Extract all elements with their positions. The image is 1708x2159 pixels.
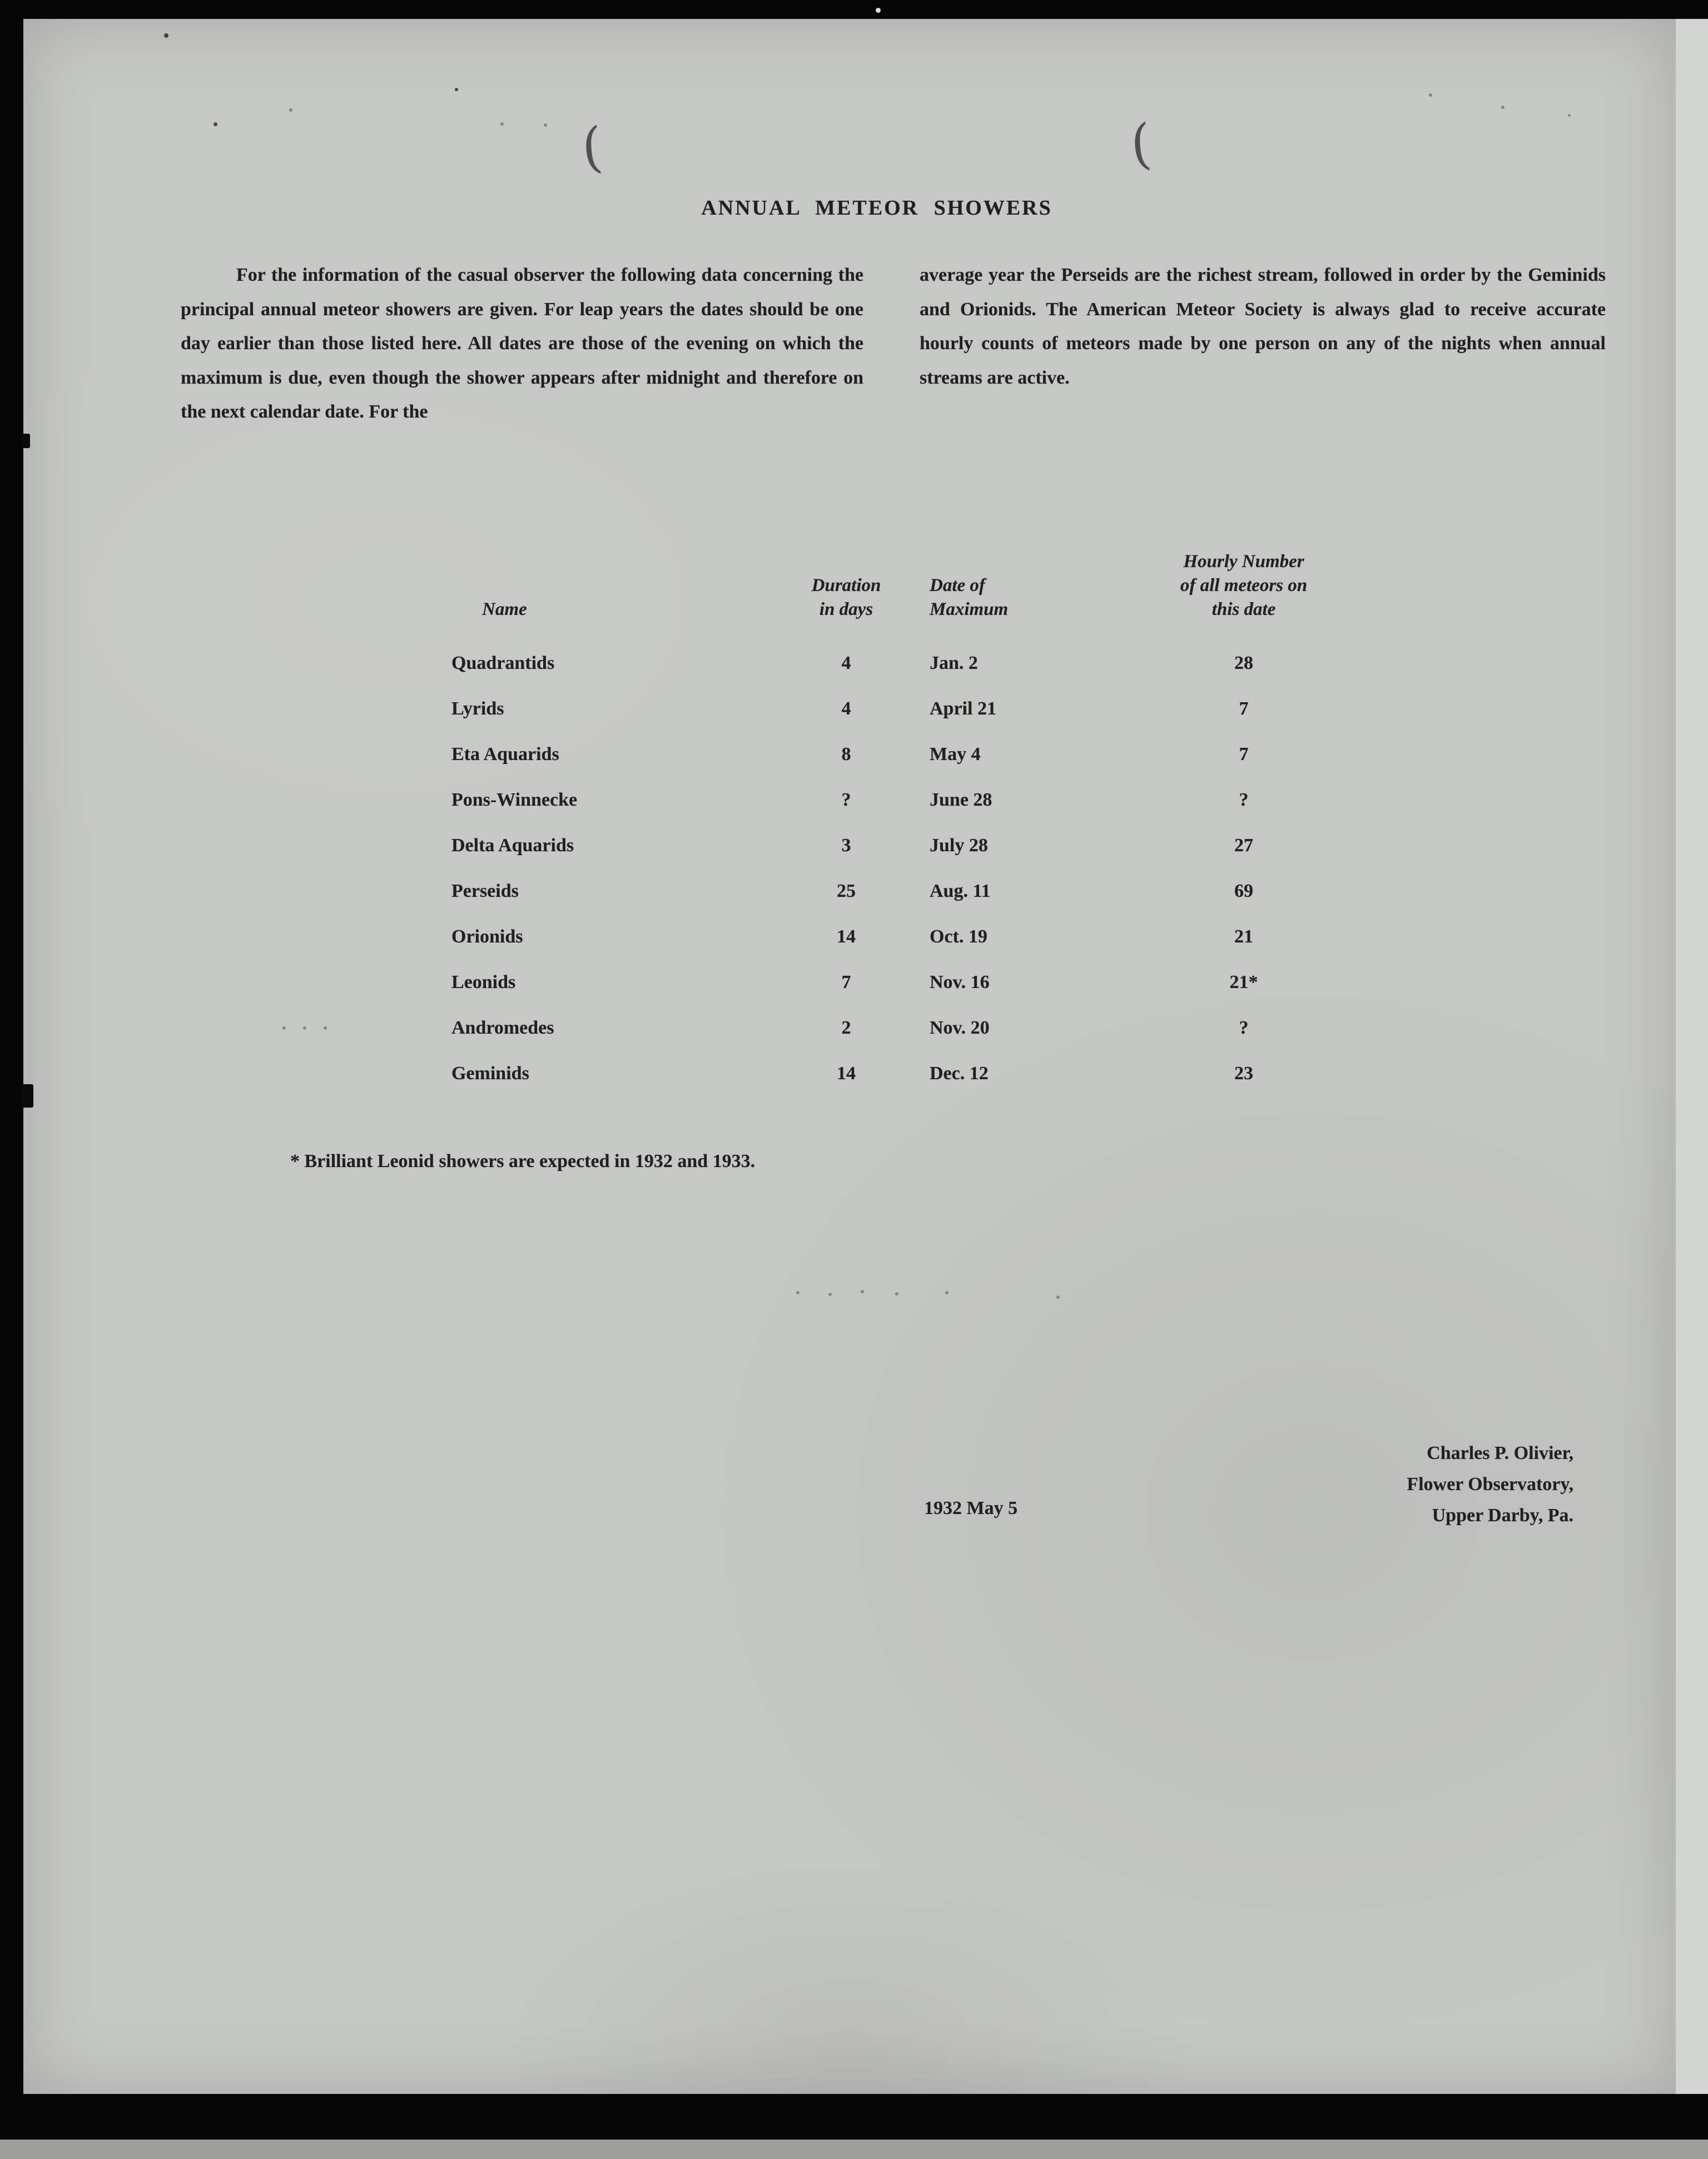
- table-row: [451, 868, 1347, 914]
- intro-paragraph-right: average year the Perseids are the richest stream, followed in order by the Geminids and Orionids. The American Meteor Society is always glad to receive accurate hourly counts of meteors made by one person on any of the nights when annual streams are active.: [920, 265, 1606, 388]
- cell-hourly: 28: [1234, 653, 1253, 673]
- cell-date: July 28: [930, 835, 988, 856]
- scan-speck: [1056, 1296, 1060, 1299]
- scan-speck: [1501, 106, 1505, 109]
- table-header-row: [451, 548, 1347, 622]
- cell-date: Nov. 16: [930, 972, 990, 992]
- table-row: [451, 641, 1347, 686]
- table-row: [451, 1005, 1347, 1051]
- cell-hourly: ?: [1239, 1018, 1249, 1038]
- col-header-duration: [785, 574, 907, 622]
- cell-duration: 14: [837, 926, 856, 947]
- cell-name: Leonids: [451, 972, 516, 992]
- scan-speck: [500, 122, 504, 126]
- table-row: [451, 960, 1347, 1005]
- cell-duration: ?: [841, 790, 851, 810]
- col-header-duration-line2: in days: [819, 599, 873, 619]
- scan-speck: [945, 1291, 949, 1294]
- col-header-date-line1: Date of: [930, 575, 985, 595]
- signature-observatory: Flower Observatory,: [1407, 1474, 1573, 1495]
- cell-hourly: 21*: [1229, 972, 1258, 992]
- scan-edge-bottom: [0, 2094, 1708, 2140]
- signature-location: Upper Darby, Pa.: [1432, 1505, 1573, 1526]
- cell-duration: 4: [841, 653, 851, 673]
- cell-date: Jan. 2: [930, 653, 978, 673]
- signature-block: [1219, 1438, 1597, 1531]
- cell-hourly: 21: [1234, 926, 1253, 947]
- cell-name: Delta Aquarids: [451, 835, 574, 856]
- cell-hourly: 7: [1239, 744, 1249, 765]
- meteor-shower-table: [451, 548, 1347, 1096]
- cell-date: Dec. 12: [930, 1063, 989, 1084]
- cell-duration: 14: [837, 1063, 856, 1084]
- cell-hourly: ?: [1239, 790, 1249, 810]
- scan-edge-top: [0, 0, 1708, 19]
- cell-name: Eta Aquarids: [451, 744, 559, 765]
- col-header-hourly-line3: this date: [1212, 599, 1276, 619]
- cell-name: Geminids: [451, 1063, 529, 1084]
- scan-speck: [289, 108, 292, 112]
- scan-strip-bottom: [0, 2140, 1708, 2159]
- scan-speck: [324, 1026, 327, 1030]
- paper: [23, 19, 1676, 2094]
- scan-speck: [796, 1291, 800, 1294]
- scan-strip-right: [1676, 19, 1708, 2094]
- scan-speck: [303, 1026, 306, 1030]
- cell-name: Lyrids: [451, 698, 504, 719]
- scan-speck: [544, 123, 547, 127]
- document-date: 1932 May 5: [924, 1498, 1018, 1518]
- scan-speck: [895, 1292, 898, 1296]
- handwritten-paren-mark: (: [579, 115, 605, 180]
- table-row: [451, 732, 1347, 777]
- scan-speck: [1568, 114, 1571, 117]
- cell-hourly: 23: [1234, 1063, 1253, 1084]
- handwritten-paren-mark: (: [1128, 112, 1154, 177]
- leonid-footnote: * Brilliant Leonid showers are expected in 1932 and 1933.: [290, 1151, 756, 1172]
- scan-speck: [828, 1293, 832, 1296]
- cell-date: May 4: [930, 744, 981, 765]
- cell-hourly: 7: [1239, 698, 1249, 719]
- cell-duration: 3: [841, 835, 851, 856]
- table-row: [451, 777, 1347, 823]
- table-row: [451, 823, 1347, 868]
- cell-name: Orionids: [451, 926, 523, 947]
- col-header-date-line2: Maximum: [930, 599, 1009, 619]
- cell-date: June 28: [930, 790, 992, 810]
- cell-name: Pons-Winnecke: [451, 790, 578, 810]
- cell-date: Nov. 20: [930, 1018, 990, 1038]
- scan-speck: [164, 33, 168, 38]
- scan-speck: [861, 1290, 864, 1293]
- cell-hourly: 27: [1234, 835, 1253, 856]
- cell-duration: 4: [841, 698, 851, 719]
- cell-duration: 25: [837, 881, 856, 901]
- scan-speck: [455, 88, 458, 91]
- cell-date: Oct. 19: [930, 926, 987, 947]
- scan-speck: [282, 1026, 286, 1030]
- col-header-hourly-line2: of all meteors on: [1180, 575, 1308, 595]
- col-header-date: [907, 574, 1141, 622]
- intro-paragraph-left: For the information of the casual observer the following data concerning the principal annual meteor showers are given. For leap years the dates should be one day earlier than those listed here. All dates are those of the evening on which the maximum is due, even though the shower appears after midnight and therefore on the next calendar date. For the: [181, 265, 863, 422]
- table-row: [451, 914, 1347, 960]
- scan-edge-left: [0, 0, 23, 2159]
- cell-date: April 21: [930, 698, 996, 719]
- cell-duration: 7: [841, 972, 851, 992]
- scan-mark-left-edge: [22, 434, 30, 448]
- col-header-duration-line1: Duration: [811, 575, 881, 595]
- scan-speck: [876, 8, 881, 13]
- cell-duration: 2: [841, 1018, 851, 1038]
- document-title: ANNUAL METEOR SHOWERS: [701, 196, 1052, 220]
- cell-date: Aug. 11: [930, 881, 991, 901]
- cell-name: Perseids: [451, 881, 519, 901]
- col-header-hourly: [1141, 550, 1347, 622]
- col-header-hourly-line1: Hourly Number: [1183, 552, 1304, 572]
- cell-name: Andromedes: [451, 1018, 554, 1038]
- scan-mark-left-edge: [21, 1084, 33, 1108]
- table-row: [451, 686, 1347, 732]
- cell-hourly: 69: [1234, 881, 1253, 901]
- cell-name: Quadrantids: [451, 653, 555, 673]
- col-header-name: Name: [482, 599, 527, 619]
- scan-speck: [214, 122, 217, 126]
- signature-author: Charles P. Olivier,: [1427, 1443, 1573, 1463]
- scan-speck: [1429, 93, 1432, 97]
- table-row: [451, 1051, 1347, 1096]
- table-body: [451, 641, 1347, 1096]
- cell-duration: 8: [841, 744, 851, 765]
